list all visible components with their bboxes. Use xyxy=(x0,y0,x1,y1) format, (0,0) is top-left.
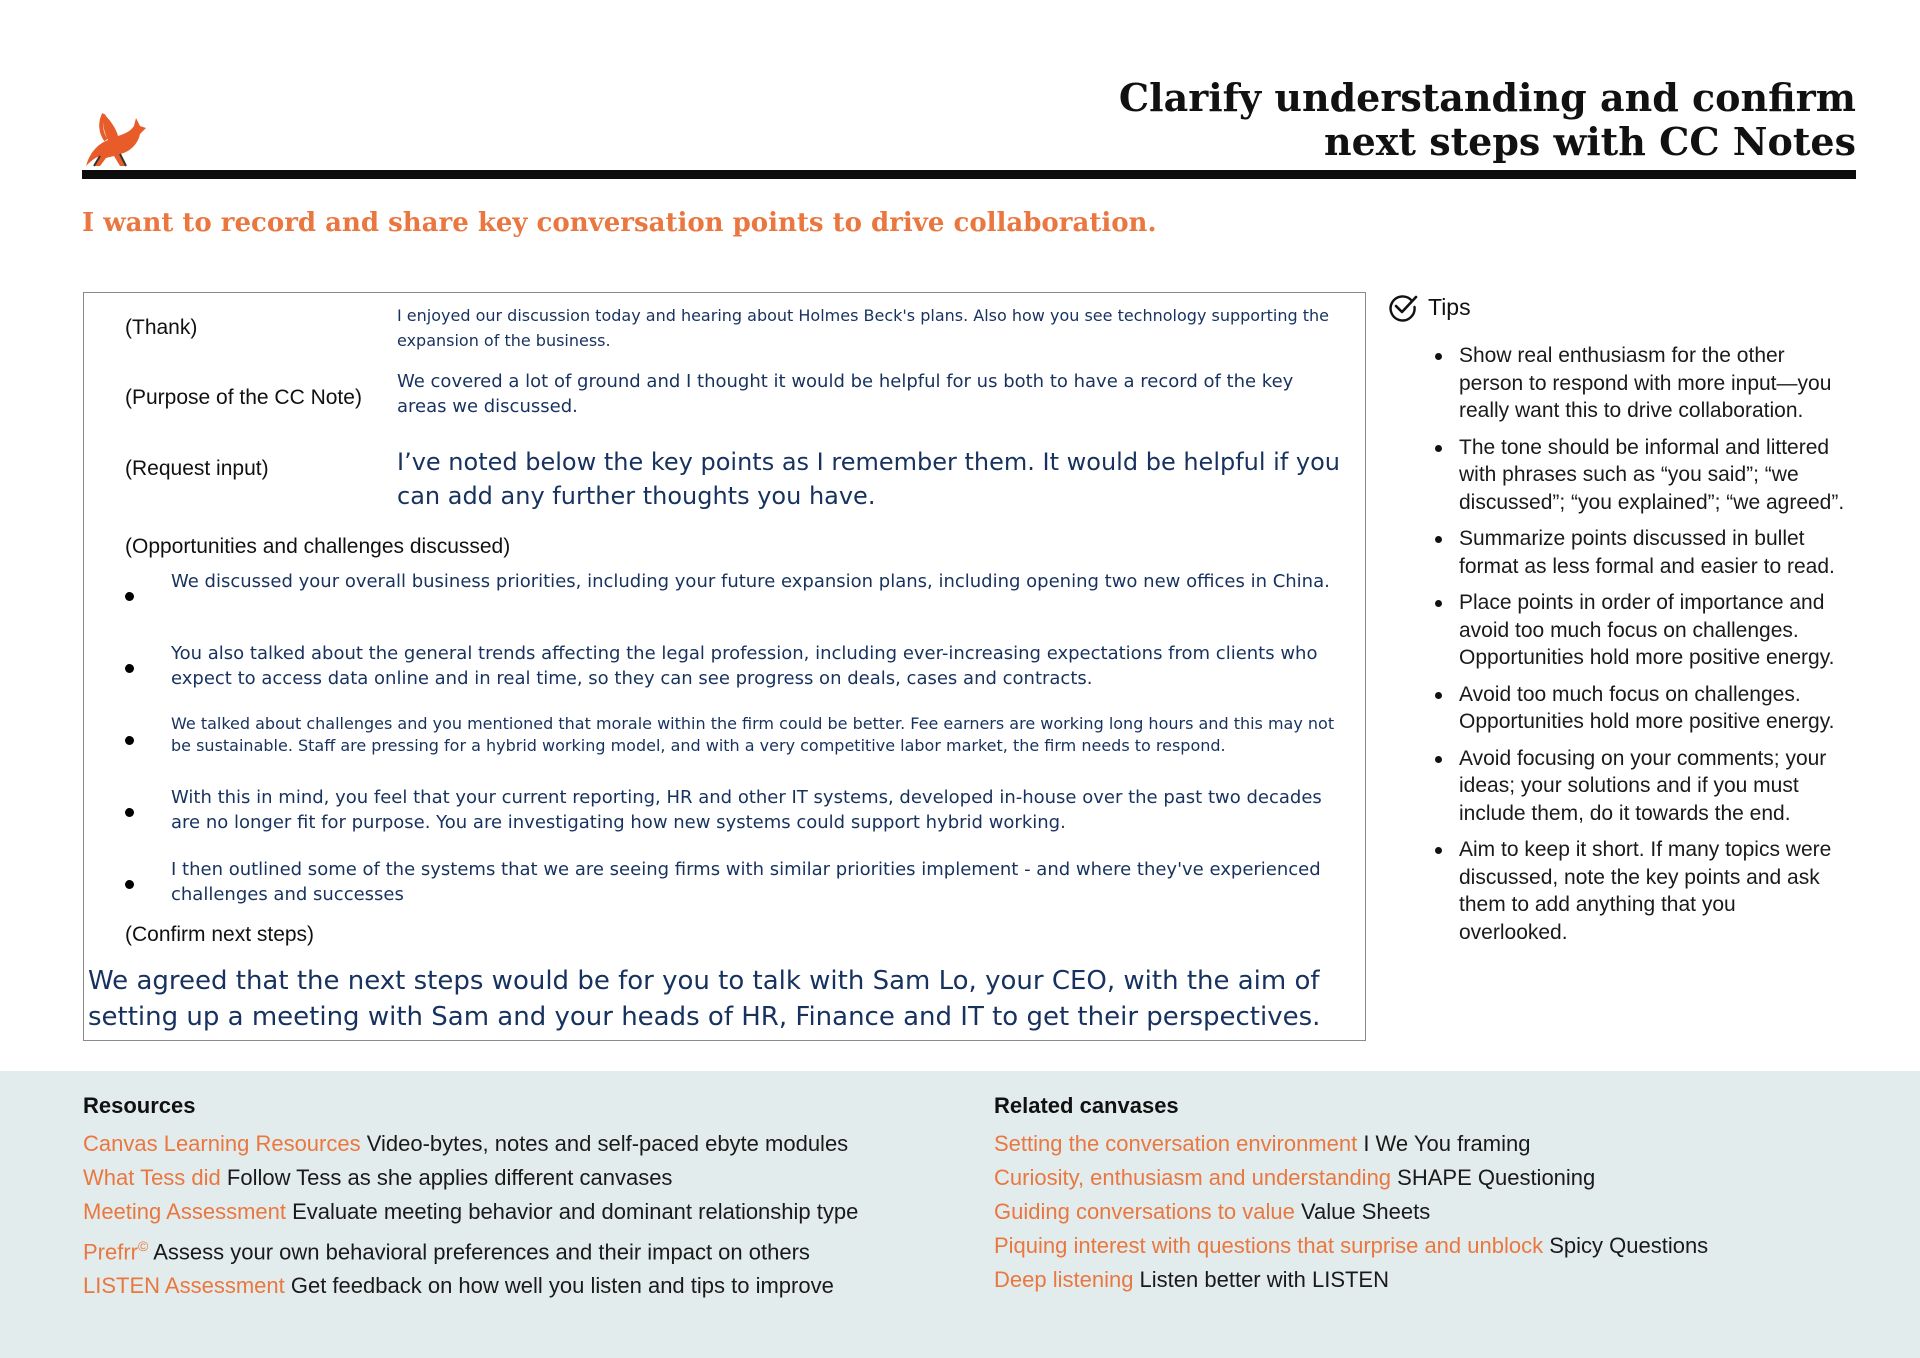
related-description: SHAPE Questioning xyxy=(1391,1165,1596,1190)
cc-note-example xyxy=(83,292,1366,1041)
tip-item: Place points in order of importance and avoid too much focus on challenges. Opportunities hold more positive energy. xyxy=(1388,589,1848,672)
related-row xyxy=(994,1161,1708,1195)
resource-description: Evaluate meeting behavior and dominant relationship type xyxy=(285,1199,859,1224)
related-description: Value Sheets xyxy=(1294,1199,1431,1224)
related-row xyxy=(994,1229,1708,1263)
resource-row xyxy=(83,1161,858,1195)
related-row xyxy=(994,1195,1708,1229)
resources-heading: Resources xyxy=(83,1093,196,1118)
related-row xyxy=(994,1263,1708,1297)
resource-link[interactable]: LISTEN Assessment xyxy=(83,1273,285,1299)
opportunity-bullet-5: I then outlined some of the systems that we are seeing firms with similar priorities implement - and where they've experienced challenges and successes xyxy=(171,859,1321,905)
tip-item: Avoid focusing on your comments; your ideas; your solutions and if you must include them, do it towards the end. xyxy=(1388,745,1848,828)
resource-description: Video-bytes, notes and self-paced ebyte modules xyxy=(360,1131,849,1156)
related-link[interactable]: Curiosity, enthusiasm and understanding xyxy=(994,1165,1392,1190)
resource-row xyxy=(83,1127,858,1161)
resource-description: Follow Tess as she applies different canvases xyxy=(220,1165,673,1190)
copyright-mark: © xyxy=(138,1238,149,1254)
subtitle: I want to record and share key conversation points to drive collaboration. xyxy=(82,208,1157,238)
tip-item: Show real enthusiasm for the other person to respond with more input—you really want this to drive collaboration. xyxy=(1388,342,1848,425)
related-canvases-section xyxy=(994,1093,1708,1297)
request-text: I’ve noted below the key points as I remember them. It would be helpful if you can add any further thoughts you have. xyxy=(397,448,1341,510)
related-row xyxy=(994,1127,1708,1161)
resource-link[interactable]: Meeting Assessment xyxy=(83,1199,286,1224)
opportunity-bullet-2: You also talked about the general trends affecting the legal profession, including ever-increasing expectations from clients who expect to access data online and in real time, so they can see progress on deals, cases and contracts. xyxy=(171,643,1318,689)
opportunity-bullet-4: With this in mind, you feel that your current reporting, HR and other IT systems, developed in-house over the past two decades are no longer fit for purpose. You are investigating how new systems could support hybrid working. xyxy=(171,787,1322,833)
tips-heading: Tips xyxy=(1428,293,1471,320)
tips-list xyxy=(1388,342,1848,946)
resource-row xyxy=(83,1195,858,1229)
title-rule xyxy=(82,170,1856,179)
resource-link[interactable]: What Tess did xyxy=(83,1165,221,1190)
tip-item: Summarize points discussed in bullet format as less formal and easier to read. xyxy=(1388,525,1848,580)
resources-section xyxy=(83,1093,858,1303)
title-line-2: next steps with CC Notes xyxy=(1323,119,1856,164)
related-link[interactable]: Piquing interest with questions that surprise and unblock xyxy=(994,1233,1544,1258)
opportunity-bullet-3: We talked about challenges and you mentioned that morale within the firm could be better. Fee earners are working long hours and this may not be sustainable. Staff are pressing for a hybrid working model, and with a very competitive labor market, the firm needs to respond. xyxy=(171,714,1335,755)
request-label: (Request input) xyxy=(125,457,269,480)
thank-text: I enjoyed our discussion today and hearing about Holmes Beck's plans. Also how you see technology supporting the expansion of the business. xyxy=(397,306,1330,350)
related-heading: Related canvases xyxy=(994,1093,1179,1118)
resource-description: Get feedback on how well you listen and tips to improve xyxy=(284,1273,834,1299)
title-line-1: Clarify understanding and confirm xyxy=(1118,75,1856,120)
bullet-marker xyxy=(125,880,134,889)
opportunity-bullet-1: We discussed your overall business priorities, including your future expansion plans, including opening two new offices in China. xyxy=(171,571,1330,592)
fox-logo-icon xyxy=(80,104,148,168)
bullet-marker xyxy=(125,736,134,745)
related-description: Listen better with LISTEN xyxy=(1133,1267,1389,1292)
related-link[interactable]: Setting the conversation environment xyxy=(994,1131,1358,1156)
tip-item: Avoid too much focus on challenges. Opportunities hold more positive energy. xyxy=(1388,681,1848,736)
related-link[interactable]: Guiding conversations to value xyxy=(994,1199,1295,1224)
resource-row xyxy=(83,1269,858,1303)
tips-panel xyxy=(1388,292,1848,955)
bullet-marker xyxy=(125,808,134,817)
opportunities-label: (Opportunities and challenges discussed) xyxy=(125,535,511,558)
thank-label: (Thank) xyxy=(125,316,198,339)
footer xyxy=(0,1071,1920,1358)
page-title xyxy=(1119,76,1856,164)
related-description: I We You framing xyxy=(1357,1131,1531,1156)
purpose-text: We covered a lot of ground and I thought it would be helpful for us both to have a record of the key areas we discussed. xyxy=(397,371,1294,417)
related-description: Spicy Questions xyxy=(1543,1233,1709,1258)
resource-row xyxy=(83,1229,858,1269)
resource-link[interactable]: Canvas Learning Resources xyxy=(83,1131,361,1156)
confirm-text: We agreed that the next steps would be for you to talk with Sam Lo, your CEO, with the aim of setting up a meeting with Sam and your heads of HR, Finance and IT to get their perspectives. xyxy=(88,966,1321,1032)
bullet-marker xyxy=(125,592,134,601)
resource-link[interactable]: Prefrr xyxy=(83,1239,138,1265)
resource-description: Assess your own behavioral preferences and their impact on others xyxy=(148,1239,810,1265)
tips-header xyxy=(1388,292,1848,322)
confirm-label: (Confirm next steps) xyxy=(125,923,315,946)
purpose-label: (Purpose of the CC Note) xyxy=(125,386,362,409)
check-circle-icon xyxy=(1388,292,1418,322)
related-link[interactable]: Deep listening xyxy=(994,1267,1134,1292)
tip-item: Aim to keep it short. If many topics were discussed, note the key points and ask them to add anything that you overlooked. xyxy=(1388,836,1848,946)
tip-item: The tone should be informal and littered with phrases such as “you said”; “we discussed”; “you explained”; “we agreed”. xyxy=(1388,434,1848,517)
bullet-marker xyxy=(125,664,134,673)
